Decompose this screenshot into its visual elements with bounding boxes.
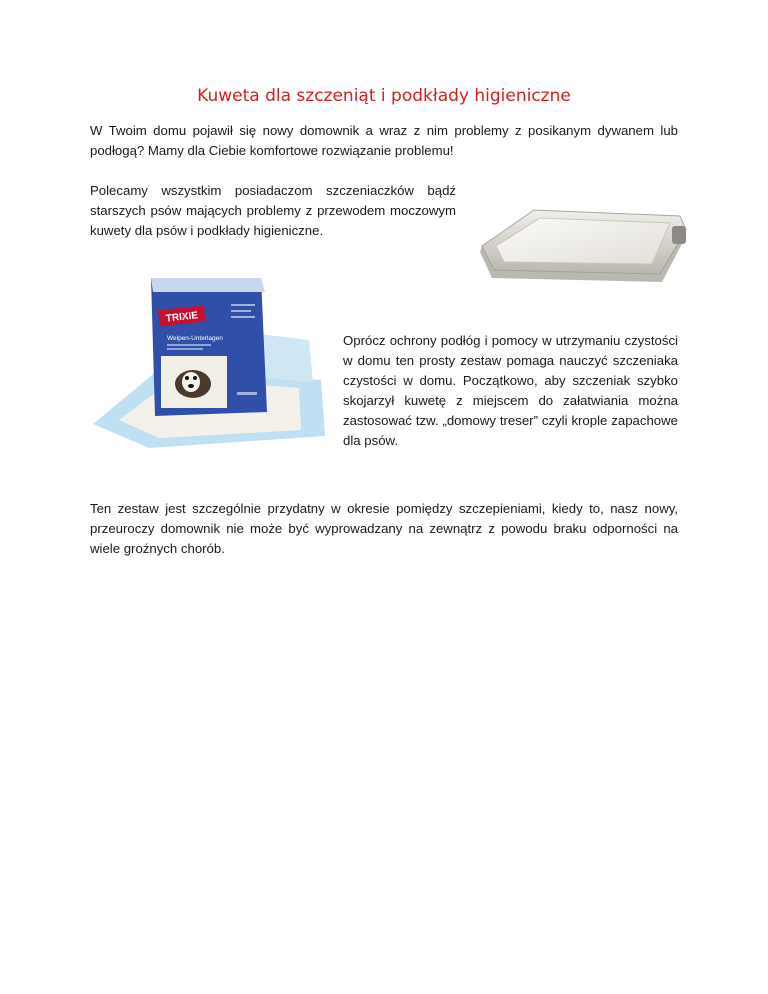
intro-paragraph: W Twoim domu pojawił się nowy domownik a wraz z nim problemy z posikanym dywanem lub podłogą? Mamy dla Ciebie komfortowe rozwiązanie problemu! xyxy=(90,123,678,158)
svg-text:Welpen-Unterlagen: Welpen-Unterlagen xyxy=(167,335,223,342)
training-paragraph: Oprócz ochrony podłóg i pomocy w utrzymaniu czystości w domu ten prosty zestaw pomaga nauczyć szczeniaka czystości w domu. Początkowo, aby szczeniak szybko skojarzył kuwetę z miejscem do załatwiania można zastosować tzw. „domowy treser” czyli krople zapachowe dla psów. xyxy=(343,333,678,448)
hygiene-pads-package-image xyxy=(89,274,327,452)
recommendation-paragraph: Polecamy wszystkim posiadaczom szczeniaczków bądź starszych psów mających problemy z przewodem moczowym kuwety dla psów i podkłady higieniczne. xyxy=(90,183,456,238)
vaccination-paragraph: Ten zestaw jest szczególnie przydatny w okresie pomiędzy szczepieniami, kiedy to, nasz nowy, przeuroczy domownik nie może być wyprowadzany na zewnątrz z powodu braku odporności na wiele groźnych chorób. xyxy=(90,501,678,556)
svg-text:TRIXIE: TRIXIE xyxy=(165,310,199,325)
page-title: Kuweta dla szczeniąt i podkłady higieniczne xyxy=(197,86,571,106)
puppy-training-tray-image xyxy=(474,196,690,292)
